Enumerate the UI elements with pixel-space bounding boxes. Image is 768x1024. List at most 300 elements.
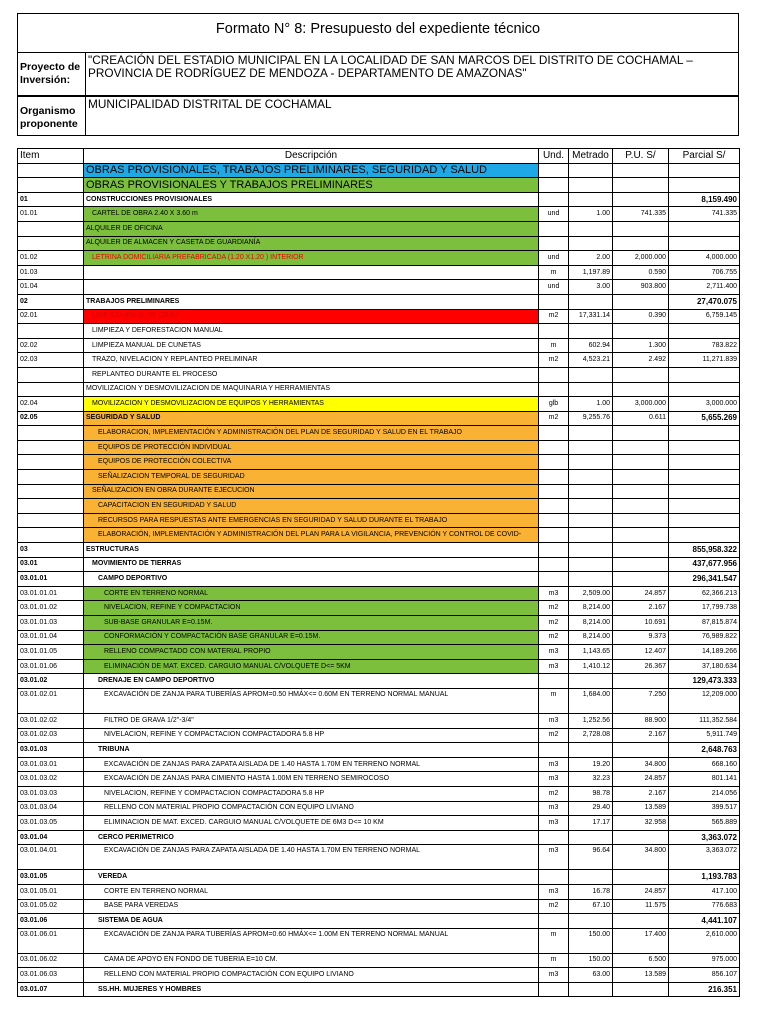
row-item-code: 01 [18, 192, 84, 207]
row-unit-price: 12.407 [613, 645, 669, 660]
col-item: Item [18, 149, 84, 164]
row-partial: 216.351 [669, 982, 740, 997]
row-description [84, 265, 539, 280]
row-partial: 214.056 [669, 786, 740, 801]
row-unit [539, 557, 569, 572]
row-partial: 855,958.322 [669, 543, 740, 558]
row-unit-price [613, 914, 669, 929]
row-description: ELIMINACIÓN DE MAT. EXCED. CARGUIO MANUAL C/VOLQUETE D<= 5KM [84, 659, 539, 674]
row-unit [539, 870, 569, 885]
row-unit: m2 [539, 616, 569, 631]
row-metrado [569, 294, 613, 309]
project-label: Proyecto de Inversión: [18, 53, 86, 95]
row-unit [539, 221, 569, 236]
row-description: ELIMINACION DE MAT. EXCED. CARGUIO MANUAL C/VOLQUETE DE 6M3 D<= 10 KM [84, 816, 539, 831]
row-partial [669, 426, 740, 441]
row-unit: m3 [539, 713, 569, 728]
row-unit-price: 9.373 [613, 630, 669, 645]
row-partial: 87,815.874 [669, 616, 740, 631]
row-description: RELLENO CON MATERIAL PROPIO COMPACTACIÓN CON EQUIPO LIVIANO [84, 801, 539, 816]
row-description: FILTRO DE GRAVA 1/2"-3/4" [84, 713, 539, 728]
row-unit-price [613, 440, 669, 455]
col-unit-price: P.U. S/ [613, 149, 669, 164]
table-row [18, 601, 740, 616]
row-partial: 27,470.075 [669, 294, 740, 309]
table-row [18, 586, 740, 601]
project-box [17, 52, 739, 96]
row-unit [539, 440, 569, 455]
row-partial: 4,000.000 [669, 251, 740, 266]
table-row [18, 728, 740, 743]
row-metrado [569, 982, 613, 997]
row-unit [539, 367, 569, 382]
table-row [18, 801, 740, 816]
row-partial: 783.822 [669, 338, 740, 353]
row-unit-price [613, 557, 669, 572]
row-description: ALQUILER DE ALMACEN Y CASETA DE GUARDIANÍA [84, 236, 539, 251]
table-row [18, 353, 740, 368]
row-unit: und [539, 251, 569, 266]
row-description: LIMPIEZA FINAL DE OBRA [84, 309, 539, 324]
row-item-code: 02.03 [18, 353, 84, 368]
row-item-code [18, 499, 84, 514]
row-unit: m3 [539, 645, 569, 660]
row-unit: m3 [539, 845, 569, 870]
organism-box [17, 96, 739, 136]
row-description: EQUIPOS DE PROTECCIÓN INDIVIDUAL [84, 440, 539, 455]
row-metrado: 8,214.00 [569, 601, 613, 616]
row-unit: m3 [539, 772, 569, 787]
row-unit-price: 6.500 [613, 953, 669, 968]
row-item-code: 03.01.02.01 [18, 688, 84, 713]
row-unit-price [613, 382, 669, 397]
row-item-code [18, 236, 84, 251]
row-unit [539, 382, 569, 397]
table-row [18, 953, 740, 968]
table-row [18, 528, 740, 543]
row-partial: 17,799.738 [669, 601, 740, 616]
table-row [18, 630, 740, 645]
row-unit-price: 24.857 [613, 884, 669, 899]
row-unit-price: 32.958 [613, 816, 669, 831]
table-row [18, 513, 740, 528]
row-unit-price: 10.691 [613, 616, 669, 631]
row-description: ELABORACIÓN, IMPLEMENTACIÓN Y ADMINISTRACIÓN DEL PLAN PARA LA VIGILANCIA, PREVENCIÓN Y CONTROL DE COVID- [84, 528, 539, 543]
table-row [18, 968, 740, 983]
row-metrado: 19.20 [569, 757, 613, 772]
row-metrado [569, 543, 613, 558]
row-description: NIVELACION, REFINE Y COMPACTACION [84, 601, 539, 616]
row-unit-price: 88.900 [613, 713, 669, 728]
row-description: EXCAVACIÓN DE ZANJA PARA TUBERÍAS APROM=0.60 HMÁX<= 1.00M EN TERRENO NORMAL MANUAL [84, 928, 539, 953]
row-metrado: 150.00 [569, 953, 613, 968]
row-partial: 76,989.822 [669, 630, 740, 645]
row-description: CARTEL DE OBRA 2.40 X 3.60 m [84, 207, 539, 222]
row-item-code [18, 367, 84, 382]
row-description: MOVIMIENTO DE TIERRAS [84, 557, 539, 572]
row-partial [669, 236, 740, 251]
row-unit-price: 26.367 [613, 659, 669, 674]
row-partial: 741.335 [669, 207, 740, 222]
row-item-code: 02.04 [18, 397, 84, 412]
row-unit [539, 830, 569, 845]
row-unit-price: 2.167 [613, 728, 669, 743]
row-unit-price [613, 221, 669, 236]
row-item-code [18, 528, 84, 543]
row-unit: m2 [539, 601, 569, 616]
row-unit-price [613, 572, 669, 587]
row-item-code [18, 455, 84, 470]
row-item-code: 03.01.04.01 [18, 845, 84, 870]
table-row [18, 221, 740, 236]
row-description: NIVELACION, REFINE Y COMPACTACION COMPACTADORA 5.8 HP [84, 786, 539, 801]
table-row [18, 397, 740, 412]
row-item-code: 01.02 [18, 251, 84, 266]
row-partial: 37,180.634 [669, 659, 740, 674]
row-unit-price [613, 543, 669, 558]
row-unit: m2 [539, 309, 569, 324]
table-row [18, 982, 740, 997]
row-unit: m3 [539, 757, 569, 772]
row-metrado: 3.00 [569, 280, 613, 295]
row-item-code: 03.01.03.02 [18, 772, 84, 787]
row-metrado: 1.00 [569, 397, 613, 412]
row-item-code: 03.01.01.02 [18, 601, 84, 616]
row-item-code: 03.01 [18, 557, 84, 572]
row-metrado: 16.78 [569, 884, 613, 899]
row-unit-price: 741.335 [613, 207, 669, 222]
row-partial [669, 440, 740, 455]
row-description: VEREDA [84, 870, 539, 885]
row-partial [669, 513, 740, 528]
row-unit-price: 1.300 [613, 338, 669, 353]
table-row [18, 338, 740, 353]
row-unit [539, 192, 569, 207]
row-unit: m2 [539, 786, 569, 801]
row-metrado [569, 367, 613, 382]
row-description: SUB-BASE GRANULAR E=0.15M. [84, 616, 539, 631]
row-description: BASE PARA VEREDAS [84, 899, 539, 914]
row-item-code: 03.01.06.01 [18, 928, 84, 953]
row-metrado: 1,197.89 [569, 265, 613, 280]
row-unit: glb [539, 397, 569, 412]
row-partial: 5,655.269 [669, 411, 740, 426]
row-description: MOVILIZACION Y DESMOVILIZACION DE MAQUINARIA Y HERRAMIENTAS [84, 382, 539, 397]
row-partial [669, 178, 740, 193]
table-row [18, 294, 740, 309]
row-item-code: 03.01.01 [18, 572, 84, 587]
row-partial: 296,341.547 [669, 572, 740, 587]
row-unit-price [613, 528, 669, 543]
row-unit: m2 [539, 899, 569, 914]
row-unit-price: 0.590 [613, 265, 669, 280]
row-item-code: 03.01.01.06 [18, 659, 84, 674]
row-unit: m3 [539, 884, 569, 899]
row-description: OBRAS PROVISIONALES, TRABAJOS PRELIMINARES, SEGURIDAD Y SALUD [84, 163, 539, 178]
row-unit-price [613, 870, 669, 885]
table-row [18, 309, 740, 324]
table-row [18, 743, 740, 758]
row-unit-price [613, 455, 669, 470]
row-item-code: 03.01.05.01 [18, 884, 84, 899]
row-description: SS.HH. MUJERES Y HOMBRES [84, 982, 539, 997]
row-description: CORTE EN TERRENO NORMAL [84, 586, 539, 601]
row-metrado [569, 557, 613, 572]
row-partial: 111,352.584 [669, 713, 740, 728]
row-description [84, 280, 539, 295]
row-item-code: 03.01.01.05 [18, 645, 84, 660]
row-unit-price: 7.250 [613, 688, 669, 713]
organism-name: MUNICIPALIDAD DISTRITAL DE COCHAMAL [88, 97, 332, 111]
table-row [18, 757, 740, 772]
row-unit-price: 13.589 [613, 968, 669, 983]
row-unit [539, 178, 569, 193]
table-row [18, 265, 740, 280]
row-unit-price [613, 236, 669, 251]
row-partial: 3,363.072 [669, 830, 740, 845]
table-row [18, 884, 740, 899]
row-unit-price [613, 484, 669, 499]
row-description: LIMPIEZA Y DEFORESTACION MANUAL [84, 324, 539, 339]
row-unit: m3 [539, 968, 569, 983]
row-item-code [18, 470, 84, 485]
col-metrado: Metrado [569, 149, 613, 164]
table-row [18, 324, 740, 339]
table-row [18, 688, 740, 713]
row-item-code: 03.01.03 [18, 743, 84, 758]
row-partial: 399.517 [669, 801, 740, 816]
row-metrado: 2,509.00 [569, 586, 613, 601]
row-unit: m [539, 953, 569, 968]
row-partial: 4,441.107 [669, 914, 740, 929]
table-body [18, 163, 740, 997]
row-partial [669, 470, 740, 485]
col-unit: Und. [539, 149, 569, 164]
row-partial [669, 382, 740, 397]
row-metrado: 17,331.14 [569, 309, 613, 324]
row-description: ELABORACION, IMPLEMENTACIÓN Y ADMINISTRACIÓN DEL PLAN DE SEGURIDAD Y SALUD EN EL TRABAJO [84, 426, 539, 441]
row-unit [539, 674, 569, 689]
row-item-code [18, 324, 84, 339]
table-row [18, 236, 740, 251]
row-metrado [569, 426, 613, 441]
row-item-code [18, 440, 84, 455]
table-row [18, 899, 740, 914]
row-partial: 3,000.000 [669, 397, 740, 412]
row-description: SISTEMA DE AGUA [84, 914, 539, 929]
row-metrado: 4,523.21 [569, 353, 613, 368]
row-unit: m2 [539, 728, 569, 743]
row-partial: 776.683 [669, 899, 740, 914]
table-row [18, 870, 740, 885]
row-metrado [569, 192, 613, 207]
row-unit: m3 [539, 801, 569, 816]
row-unit-price: 0.611 [613, 411, 669, 426]
col-partial: Parcial S/ [669, 149, 740, 164]
document-title: Formato N° 8: Presupuesto del expediente técnico [17, 13, 739, 53]
row-description: EXCAVACIÓN DE ZANJAS PARA CIMIENTO HASTA 1.00M EN TERRENO SEMIROCOSO [84, 772, 539, 787]
row-item-code: 03.01.06.03 [18, 968, 84, 983]
row-description: SEGURIDAD Y SALUD [84, 411, 539, 426]
row-unit-price [613, 470, 669, 485]
row-unit-price [613, 513, 669, 528]
row-unit-price [613, 192, 669, 207]
row-unit-price: 2.167 [613, 786, 669, 801]
row-metrado: 602.94 [569, 338, 613, 353]
row-item-code: 03.01.03.01 [18, 757, 84, 772]
row-unit [539, 324, 569, 339]
table-row [18, 772, 740, 787]
row-item-code: 03.01.06 [18, 914, 84, 929]
row-unit-price [613, 324, 669, 339]
row-partial: 437,677.956 [669, 557, 740, 572]
row-metrado: 96.64 [569, 845, 613, 870]
row-metrado [569, 743, 613, 758]
row-description: DRENAJE EN CAMPO DEPORTIVO [84, 674, 539, 689]
row-metrado: 29.40 [569, 801, 613, 816]
row-partial: 129,473.333 [669, 674, 740, 689]
row-partial: 2,711.400 [669, 280, 740, 295]
row-unit-price: 13.589 [613, 801, 669, 816]
row-description: EXCAVACIÓN DE ZANJAS PARA ZAPATA AISLADA DE 1.40 HASTA 1.70M EN TERRENO NORMAL [84, 845, 539, 870]
table-row [18, 816, 740, 831]
row-unit: m2 [539, 353, 569, 368]
table-row [18, 845, 740, 870]
row-partial: 8,159.490 [669, 192, 740, 207]
table-row [18, 426, 740, 441]
row-metrado [569, 163, 613, 178]
row-item-code: 02 [18, 294, 84, 309]
row-unit [539, 914, 569, 929]
table-header-row [18, 149, 740, 164]
row-metrado: 8,214.00 [569, 616, 613, 631]
row-partial: 417.100 [669, 884, 740, 899]
row-metrado: 2,728.08 [569, 728, 613, 743]
row-metrado: 17.17 [569, 816, 613, 831]
row-metrado: 1,410.12 [569, 659, 613, 674]
row-partial: 3,363.072 [669, 845, 740, 870]
row-partial: 5,911.749 [669, 728, 740, 743]
row-unit-price: 34.800 [613, 757, 669, 772]
row-metrado [569, 440, 613, 455]
row-item-code: 02.05 [18, 411, 84, 426]
row-item-code [18, 382, 84, 397]
row-unit: und [539, 207, 569, 222]
row-unit-price [613, 830, 669, 845]
row-item-code: 03.01.04 [18, 830, 84, 845]
row-metrado: 9,255.76 [569, 411, 613, 426]
table-row [18, 572, 740, 587]
row-item-code: 01.04 [18, 280, 84, 295]
row-item-code [18, 221, 84, 236]
row-description: LETRINA DOMICILIARIA PREFABRICADA (1.20 X1.20 ) INTERIOR [84, 251, 539, 266]
row-item-code: 03.01.05.02 [18, 899, 84, 914]
row-unit-price [613, 367, 669, 382]
row-metrado: 1,252.56 [569, 713, 613, 728]
row-metrado: 150.00 [569, 928, 613, 953]
row-partial: 62,366.213 [669, 586, 740, 601]
row-unit [539, 513, 569, 528]
table-row [18, 163, 740, 178]
row-description: CAMA DE APOYO EN FONDO DE TUBERIA E=10 CM. [84, 953, 539, 968]
row-metrado: 67.10 [569, 899, 613, 914]
table-row [18, 280, 740, 295]
row-item-code [18, 513, 84, 528]
row-metrado: 1.00 [569, 207, 613, 222]
row-description: ALQUILER DE OFICINA [84, 221, 539, 236]
row-description: RELLENO CON MATERIAL PROPIO COMPACTACIÓN CON EQUIPO LIVIANO [84, 968, 539, 983]
row-metrado [569, 830, 613, 845]
row-unit-price: 2.167 [613, 601, 669, 616]
row-unit-price: 11.575 [613, 899, 669, 914]
table-row [18, 178, 740, 193]
row-description: RECURSOS PARA RESPUESTAS ANTE EMERGENCIAS EN SEGURIDAD Y SALUD DURANTE EL TRABAJO [84, 513, 539, 528]
table-row [18, 499, 740, 514]
row-item-code [18, 484, 84, 499]
row-description: NIVELACION, REFINE Y COMPACTACION COMPACTADORA 5.8 HP [84, 728, 539, 743]
table-row [18, 830, 740, 845]
row-item-code [18, 163, 84, 178]
row-unit [539, 528, 569, 543]
row-item-code: 03.01.03.03 [18, 786, 84, 801]
row-description: REPLANTEO DURANTE EL PROCESO [84, 367, 539, 382]
row-unit-price [613, 743, 669, 758]
row-unit-price [613, 674, 669, 689]
table-row [18, 367, 740, 382]
row-item-code: 03.01.01.01 [18, 586, 84, 601]
row-unit [539, 572, 569, 587]
row-description: EXCAVACIÓN DE ZANJA PARA TUBERÍAS APROM=0.50 HMÁX<= 0.60M EN TERRENO NORMAL MANUAL [84, 688, 539, 713]
table-row [18, 616, 740, 631]
row-metrado [569, 236, 613, 251]
row-partial: 1,193.783 [669, 870, 740, 885]
row-unit-price [613, 294, 669, 309]
row-partial: 6,759.145 [669, 309, 740, 324]
row-description: EXCAVACIÓN DE ZANJAS PARA ZAPATA AISLADA DE 1.40 HASTA 1.70M EN TERRENO NORMAL [84, 757, 539, 772]
row-description: CONFORMACIÓN Y COMPACTACIÓN BASE GRANULAR E=0.15M. [84, 630, 539, 645]
row-unit [539, 163, 569, 178]
table-row [18, 192, 740, 207]
row-unit: m2 [539, 630, 569, 645]
table-row [18, 382, 740, 397]
row-partial [669, 221, 740, 236]
row-unit: m3 [539, 816, 569, 831]
row-item-code: 03.01.02.03 [18, 728, 84, 743]
row-unit-price: 0.390 [613, 309, 669, 324]
row-description: SEÑALIZACION TEMPORAL DE SEGURIDAD [84, 470, 539, 485]
row-unit: m [539, 265, 569, 280]
row-unit [539, 743, 569, 758]
row-unit [539, 499, 569, 514]
table-row [18, 207, 740, 222]
row-unit: m3 [539, 659, 569, 674]
row-metrado: 32.23 [569, 772, 613, 787]
row-unit: m [539, 688, 569, 713]
table-row [18, 557, 740, 572]
row-partial [669, 367, 740, 382]
row-metrado [569, 870, 613, 885]
row-metrado [569, 674, 613, 689]
row-metrado [569, 513, 613, 528]
row-partial [669, 528, 740, 543]
row-partial [669, 455, 740, 470]
table-row [18, 440, 740, 455]
row-metrado [569, 221, 613, 236]
table-row [18, 411, 740, 426]
row-unit-price [613, 499, 669, 514]
row-partial: 11,271.839 [669, 353, 740, 368]
row-metrado [569, 382, 613, 397]
